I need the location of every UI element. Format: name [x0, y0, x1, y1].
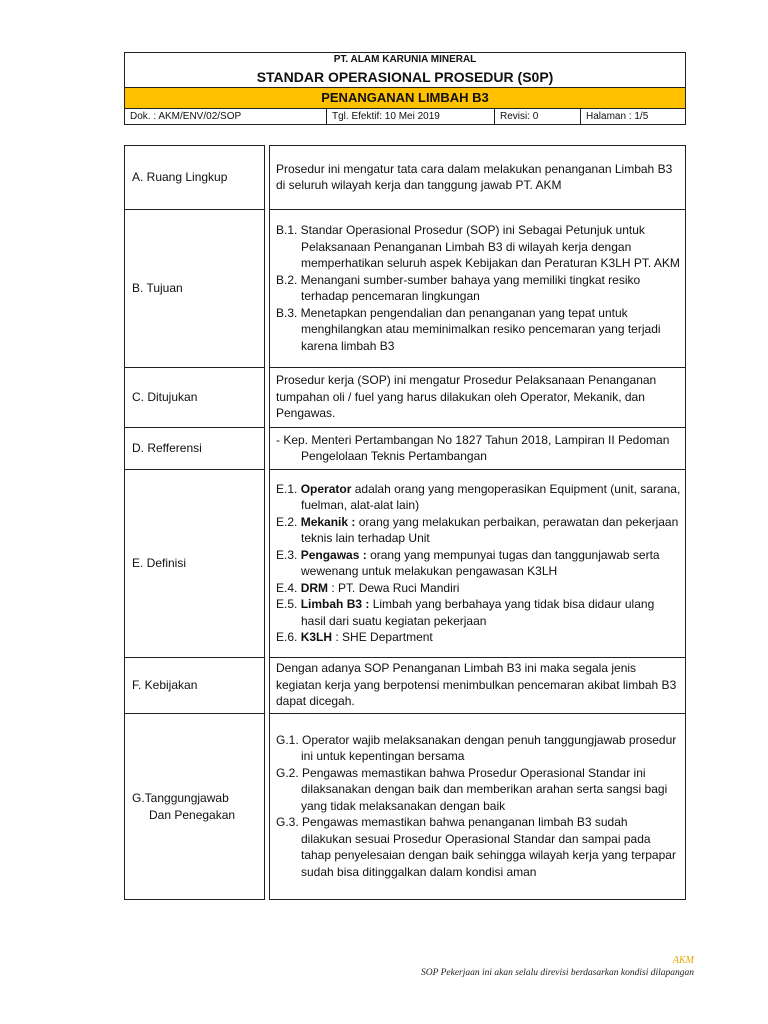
- section-definisi: [125, 470, 686, 658]
- definition-item: E.5. Limbah B3 : Limbah yang berbahaya yang tidak bisa didaur ulang hasil dari suatu kegiatan pekerjaan: [276, 597, 655, 628]
- company-name: PT. ALAM KARUNIA MINERAL: [125, 53, 686, 68]
- list-item: G.1. Operator wajib melaksanakan dengan penuh tanggungjawab prosedur ini untuk kepentingan bersama: [276, 732, 677, 764]
- definition-item: E.6. K3LH : SHE Department: [276, 630, 433, 644]
- section-body: Prosedur ini mengatur tata cara dalam melakukan penanganan Limbah B3 di seluruh wilayah kerja dan tanggung jawab PT. AKM: [270, 146, 686, 210]
- list-item: G.2. Pengawas memastikan bahwa Prosedur Operasional Standar ini dilaksanakan dengan baik dan memberikan arahan serta sangsi bagi yang tidak melaksanakan dengan baik: [276, 765, 668, 813]
- section-body: [270, 714, 686, 900]
- section-label: C. Ditujukan: [125, 368, 265, 428]
- document-type: STANDAR OPERASIONAL PROSEDUR (S0P): [125, 67, 686, 88]
- section-refferensi: [125, 428, 686, 470]
- effective-date: Tgl. Efektif: 10 Mei 2019: [327, 109, 495, 125]
- section-label: A. Ruang Lingkup: [125, 146, 265, 210]
- section-body: Dengan adanya SOP Penanganan Limbah B3 ini maka segala jenis kegiatan kerja yang berpotensi menimbulkan pencemaran akibat limbah B3 dapat dicegah.: [270, 658, 686, 714]
- section-tujuan: [125, 210, 686, 368]
- section-body: [270, 210, 686, 368]
- section-ruang-lingkup: [125, 146, 686, 210]
- list-item: B.1. Standar Operasional Prosedur (SOP) ini Sebagai Petunjuk untuk Pelaksanaan Penanganan Limbah B3 di wilayah kerja dengan memperhatikan seluruh aspek Kebijakan dan Peraturan K3LH PT. AKM: [276, 223, 680, 270]
- section-ditujukan: [125, 368, 686, 428]
- list-item: G.3. Pengawas memastikan bahwa penanganan limbah B3 sudah dilakukan sesuai Prosedur Operasional Standar dan sampai pada tahap penyelesaian dengan baik sehingga wilayah kerja yang terpapar sudah bisa ditinggalkan dalam kondisi aman: [276, 815, 676, 879]
- section-body: [270, 470, 686, 658]
- section-label: D. Refferensi: [125, 428, 265, 470]
- section-kebijakan: [125, 658, 686, 714]
- section-tanggungjawab: [125, 714, 686, 900]
- section-label: E. Definisi: [125, 470, 265, 658]
- sop-content-table: [124, 145, 686, 900]
- page-number: Halaman : 1/5: [581, 109, 686, 125]
- section-label: B. Tujuan: [125, 210, 265, 368]
- revision-number: Revisi: 0: [495, 109, 581, 125]
- definition-item: E.2. Mekanik : orang yang melakukan perbaikan, perawatan dan pekerjaan teknis lain terhadap Unit: [276, 514, 679, 545]
- definition-item: E.1. Operator adalah orang yang mengoperasikan Equipment (unit, sarana, fuelman, alat-alat lain): [276, 481, 681, 512]
- list-item: B.2. Menangani sumber-sumber bahaya yang memiliki tingkat resiko terhadap pencemaran lingkungan: [276, 272, 641, 303]
- document-header: [124, 52, 686, 125]
- section-body: - Kep. Menteri Pertambangan No 1827 Tahun 2018, Lampiran II Pedoman Pengelolaan Teknis Pertambangan: [276, 432, 670, 463]
- footer-brand: AKM: [672, 955, 694, 966]
- section-label: G.Tanggungjawab Dan Penegakan: [125, 714, 265, 900]
- list-item: B.3. Menetapkan pengendalian dan penanganan yang tepat untuk menghilangkan atau meminimalkan resiko pencemaran yang terjadi karena limbah B3: [276, 305, 661, 353]
- section-label: F. Kebijakan: [125, 658, 265, 714]
- document-topic: PENANGANAN LIMBAH B3: [125, 88, 686, 109]
- page-footer: [421, 954, 694, 979]
- document-number: Dok. : AKM/ENV/02/SOP: [125, 109, 327, 125]
- section-body: Prosedur kerja (SOP) ini mengatur Prosedur Pelaksanaan Penanganan tumpahan oli / fuel yang harus dilakukan oleh Operator, Mekanik, dan Pengawas.: [270, 368, 686, 428]
- footer-note: SOP Pekerjaan ini akan selalu direvisi berdasarkan kondisi dilapangan: [420, 968, 694, 978]
- definition-item: E.4. DRM : PT. Dewa Ruci Mandiri: [276, 580, 460, 595]
- definition-item: E.3. Pengawas : orang yang mempunyai tugas dan tanggunjawab serta wewenang untuk melakukan pengawasan K3LH: [276, 547, 660, 578]
